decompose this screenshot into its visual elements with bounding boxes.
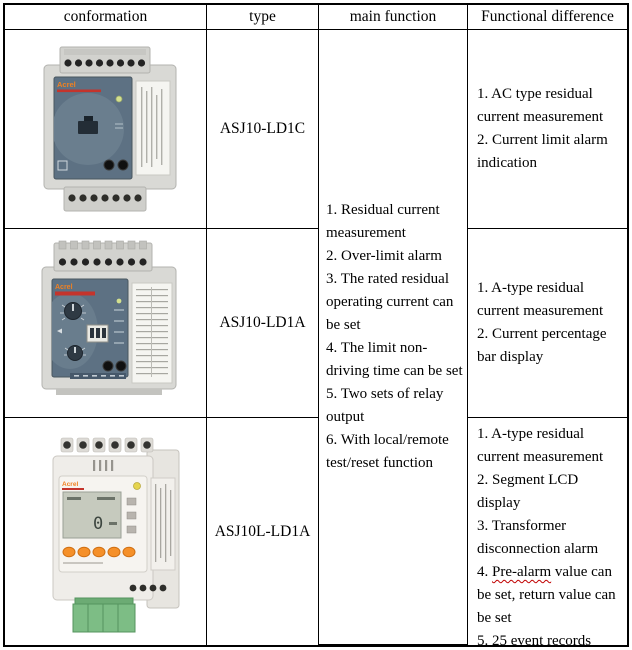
- device-photo-asj10-ld1a: [26, 235, 192, 411]
- type-label: ASJ10-LD1A: [219, 314, 306, 331]
- alarm-led: [133, 482, 140, 489]
- device-photo-asj10-ld1c: [30, 37, 190, 221]
- header-conformation: [5, 5, 207, 30]
- header-functional-difference: [468, 5, 627, 30]
- main-function-cell: [319, 30, 468, 645]
- type-cell-row2: [207, 229, 319, 418]
- front-panel: [42, 279, 128, 379]
- reset-button: [118, 160, 128, 170]
- device-photo-asj10l-ld1a: [31, 426, 199, 638]
- product-comparison-table: [3, 3, 629, 647]
- test-button: [104, 160, 114, 170]
- device-photo-cell-asj10l-ld1a: [5, 418, 207, 645]
- side-label: [151, 478, 175, 570]
- difference-item: 5. 25 event records: [477, 633, 592, 645]
- item4-prefix: 4.: [477, 564, 492, 580]
- top-terminal-block: [60, 47, 150, 73]
- side-label: [136, 81, 170, 175]
- type-label: ASJ10-LD1C: [219, 120, 306, 137]
- front-panel: [52, 77, 132, 179]
- type-cell-row3: [207, 418, 319, 645]
- main-function-item: 6. With local/remote test/reset function: [326, 432, 449, 471]
- panel-button: [63, 547, 75, 557]
- top-terminal-block: [54, 241, 152, 271]
- setting-window: [78, 121, 98, 134]
- panel-button: [78, 547, 90, 557]
- button-row: [63, 547, 135, 557]
- lcd-side-icons: [127, 498, 136, 533]
- brand-logo: Acrel: [56, 80, 76, 89]
- type-cell-row1: [207, 30, 319, 229]
- device-photo-cell-asj10-ld1a: [5, 229, 207, 418]
- difference-item: 2. Current percentage bar display: [477, 326, 607, 365]
- difference-item: 1. A-type residual current measurement: [477, 426, 604, 465]
- lcd-display: [63, 492, 121, 538]
- difference-cell-row2: [468, 229, 627, 418]
- test-button: [116, 361, 126, 371]
- difference-item: 1. A-type residual current measurement: [477, 280, 604, 319]
- front-panel: [59, 476, 147, 572]
- difference-item: 2. Segment LCD display: [477, 472, 579, 511]
- status-led: [116, 96, 122, 102]
- brand-logo: Acrel: [61, 480, 78, 488]
- panel-button: [108, 547, 120, 557]
- header-conformation-label: conformation: [63, 8, 148, 25]
- brand-logo: Acrel: [54, 284, 73, 291]
- device-photo-cell-asj10-ld1c: [5, 30, 207, 229]
- main-function-item: 2. Over-limit alarm: [326, 248, 442, 264]
- bottom-terminal-block: [64, 187, 146, 211]
- difference-item: 3. Transformer disconnection alarm: [477, 518, 599, 557]
- main-function-item: 5. Two sets of relay output: [326, 386, 444, 425]
- difference-item: 2. Current limit alarm indication: [477, 132, 608, 171]
- type-label: ASJ10L-LD1A: [214, 522, 311, 540]
- misspelled-word: Pre-alarm: [492, 564, 552, 580]
- header-type-label: type: [249, 8, 276, 25]
- difference-cell-row3: [468, 418, 627, 645]
- dip-switch-block: [87, 325, 108, 342]
- header-main-function: [319, 5, 468, 30]
- difference-item: 1. AC type residual current measurement: [477, 86, 604, 125]
- header-type: [207, 5, 319, 30]
- main-function-item: 1. Residual current measurement: [326, 202, 440, 241]
- panel-button: [123, 547, 135, 557]
- difference-item-prealarm: [477, 561, 622, 630]
- main-function-item: 4. The limit non-driving time can be set: [326, 340, 463, 379]
- green-terminal-connector: [73, 598, 135, 632]
- reset-button: [103, 361, 113, 371]
- status-led: [116, 299, 121, 304]
- main-function-item: 3. The rated residual operating current can be set: [326, 271, 454, 333]
- svg-text:0: 0: [92, 513, 103, 534]
- top-terminal-block: [61, 438, 153, 452]
- header-main-function-label: main function: [349, 8, 437, 25]
- difference-cell-row1: [468, 30, 627, 229]
- header-functional-difference-label: Functional difference: [481, 8, 614, 25]
- item4-rest: value can be set, return value can be set: [477, 564, 616, 626]
- side-label: [132, 283, 172, 383]
- panel-button: [93, 547, 105, 557]
